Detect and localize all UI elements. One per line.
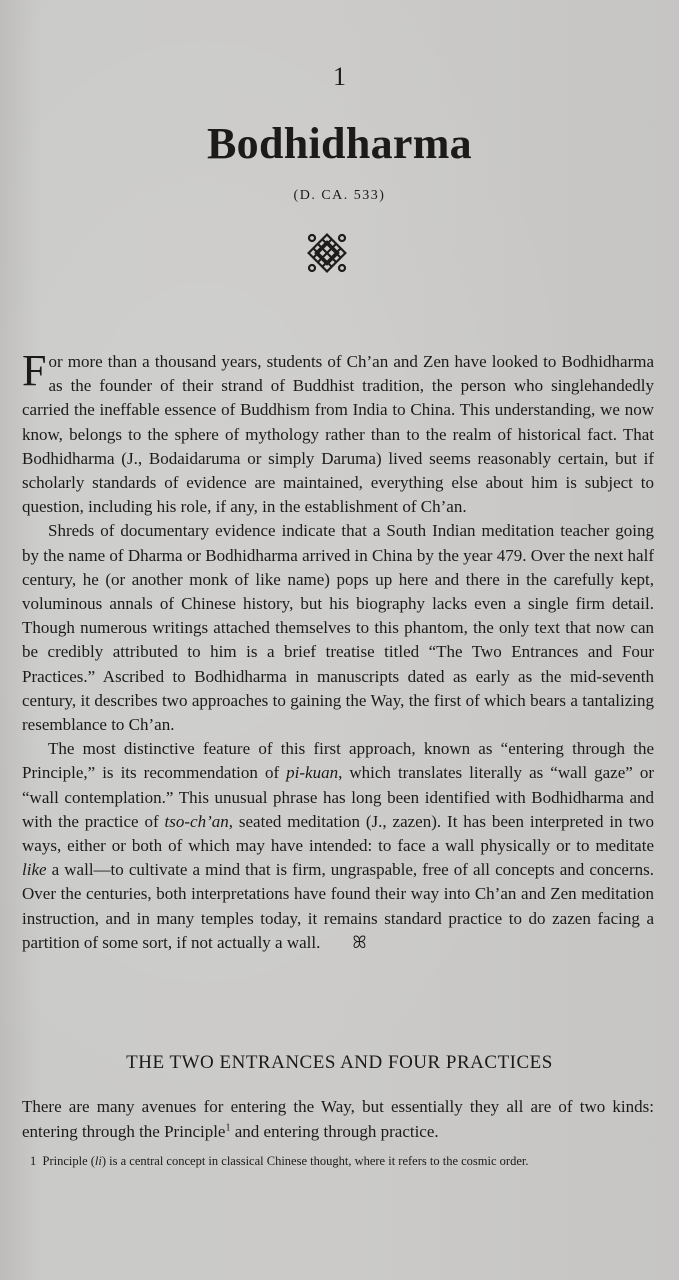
endless-knot-icon [302,228,352,278]
footnote-text-a: Principle ( [42,1154,95,1168]
footnote-text-c: ) is a central concept in classical Chinese thought, where it refers to the cosmic order. [101,1154,529,1168]
term-tso-chan: tso-ch’an [164,811,229,831]
paragraph-3-text-a: The most distinctive feature of this first approach, known as “entering through the Principle,” is its recommendation of [22,739,654,783]
chapter-number: 1 [333,62,346,91]
footnote-reference[interactable]: 1 [225,1121,231,1133]
chapter-dates: (D. CA. 533) [293,188,386,203]
paragraph-1 [22,346,654,519]
term-pi-kuan: pi-kuan [286,763,339,783]
chapter-title: Bodhidharma [207,119,472,168]
section-heading: THE TWO ENTRANCES AND FOUR PRACTICES [126,1052,553,1073]
section-end-mark-icon: ꕤ [352,932,367,952]
paragraph-3-text-g: a wall—to cultivate a mind that is firm, ungraspable, free of all concepts and concerns. Over the centuries, both interpretations have found their way into Ch’an and Zen meditation instruction, and in many temples today, it remains standard practice to do zazen facing a partition of some sort, if not actually a wall. [22,860,654,952]
paragraph-3-text-e: , seated meditation (J., zazen). It has been interpreted in two ways, either or both of which may have intended: to face a wall physically or to meditate [22,811,654,856]
section-text-b: and entering through practice. [230,1121,439,1141]
section-text [22,1095,654,1144]
footnote [30,1153,660,1169]
footnote-term-li: li [94,1154,102,1168]
paragraph-2: Shreds of documentary evidence indicate that a South Indian meditation teacher going by the name of Dharma or Bodhidharma arrived in China by the year 479. Over the next half century, he (or another monk of like name) pops up here and there in the carefully kept, voluminous annals of Chinese history, but his biography lacks even a single firm detail. Though numerous writings attached themselves to this phantom, the only text that now can be credibly attributed to him is a brief treatise titled “The Two Entrances and Four Practices.” Ascribed to Bodhidharma in manuscripts dated as early as the mid-seventh century, it describes two approaches to gaining the Way, the first of which bears a tantalizing resemblance to Ch’an. [22,521,654,735]
drop-cap: F [22,346,47,395]
section-text-a: There are many avenues for entering the Way, but essentially they all are of two kinds: entering through the Principle [22,1097,654,1141]
emphasis-like: like [22,860,47,880]
paragraph-1-text: or more than a thousand years, students of Ch’an and Zen have looked to Bodhidharma as the founder of their strand of Buddhist tradition, the person who singlehandedly carried the ineffable essence of Buddhism from India to China. This understanding, we now know, belongs to the sphere of mythology rather than to the realm of historical fact. That Bodhidharma (J., Bodaidaruma or simply Daruma) lived seems reasonably certain, but if scholarly standards of evidence are maintained, everything else about him is subject to question, including his role, if any, in the establishment of Ch’an. [22,352,654,517]
chapter-body [22,346,654,955]
footnote-number: 1 [30,1154,37,1168]
paragraph-3 [22,737,654,955]
paragraph-3-text-c: , which translates literally as “wall gaze” or “wall contemplation.” This unusual phrase has long been identified with Bodhidharma and with the practice of [22,763,654,831]
